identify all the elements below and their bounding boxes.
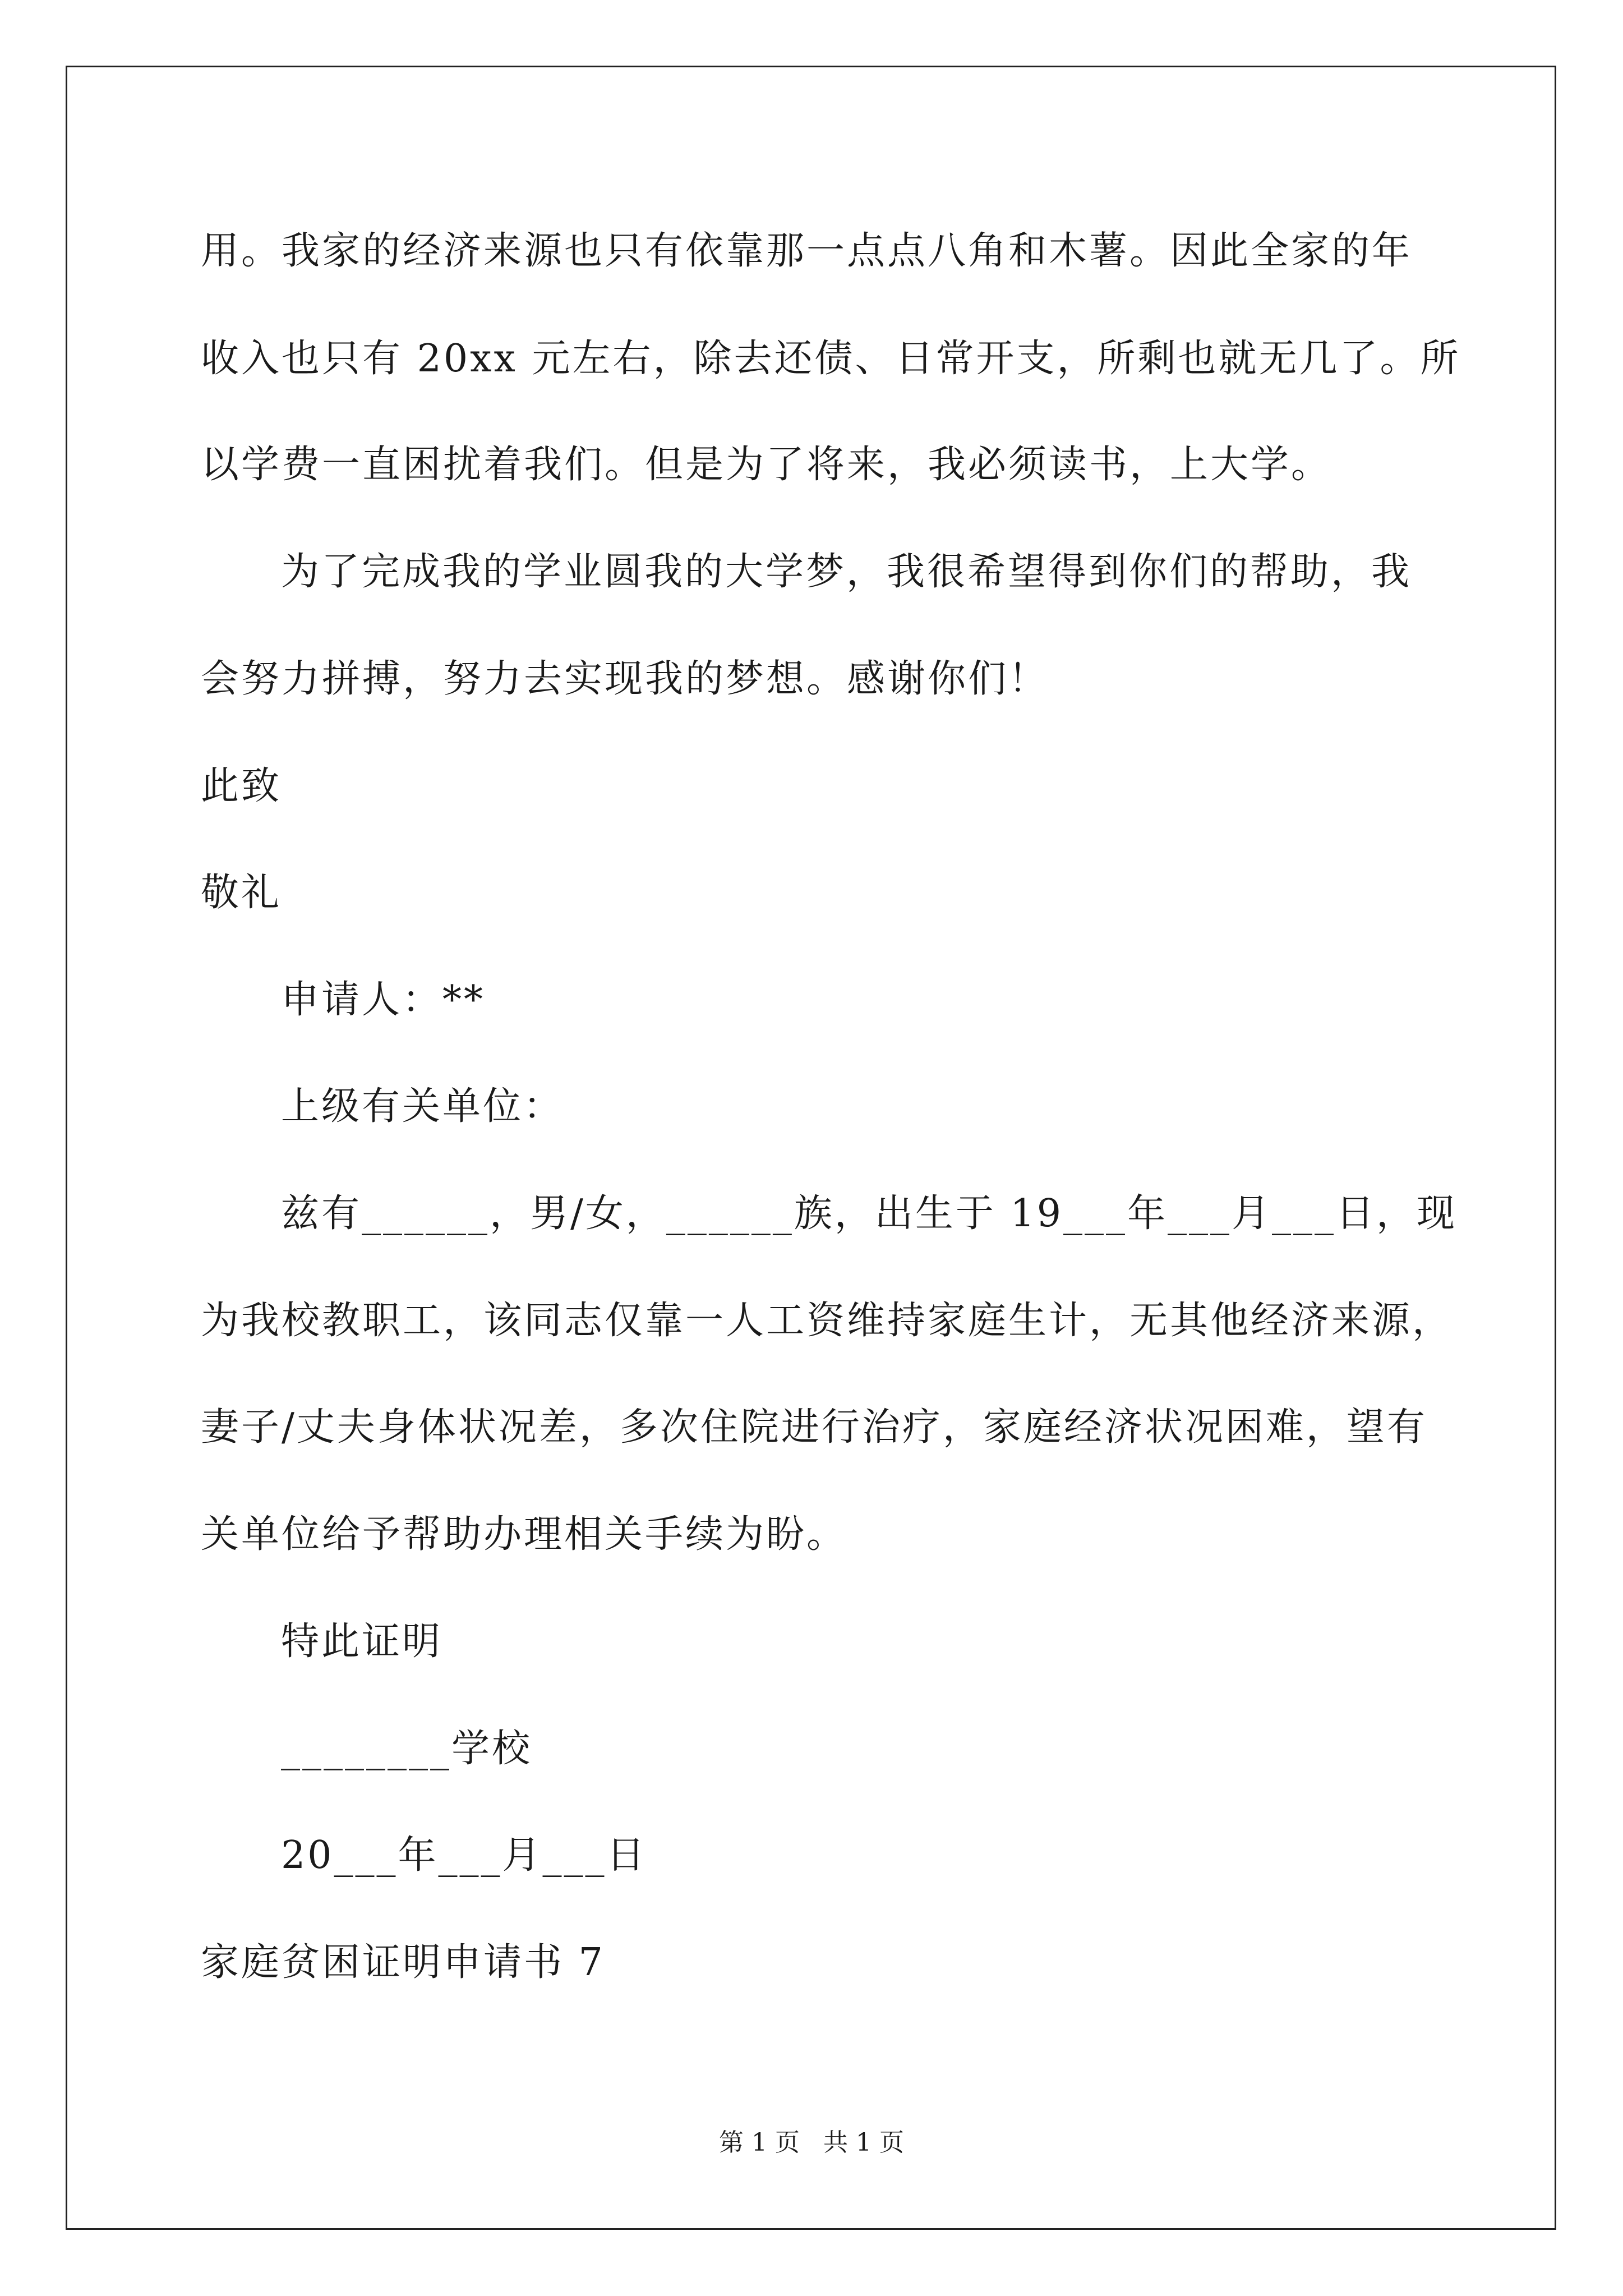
school-signature-line: ________学校: [281, 1727, 533, 1771]
certificate-line-4: 关单位给予帮助办理相关手续为盼。: [201, 1512, 847, 1557]
body-line-3: 以学费一直困扰着我们。但是为了将来，我必须读书，上大学。: [201, 443, 1332, 487]
date-line: 20___年___月___日: [281, 1833, 647, 1878]
page-border: [66, 66, 1556, 2230]
closing-regards: 敬礼: [201, 871, 282, 915]
body-line-1: 用。我家的经济来源也只有依靠那一点点八角和木薯。因此全家的年: [201, 229, 1413, 273]
certificate-line-1: 兹有______，男/女，______族，出生于 19___年___月___日，现: [281, 1191, 1458, 1236]
certificate-line-2: 为我校教职工，该同志仅靠一人工资维持家庭生计，无其他经济来源，: [201, 1299, 1453, 1343]
closing-salutation: 此致: [201, 764, 282, 808]
body-line-4: 为了完成我的学业圆我的大学梦，我很希望得到你们的帮助，我: [281, 550, 1412, 594]
certificate-line-3: 妻子/丈夫身体状况差，多次住院进行治疗，家庭经济状况困难，望有: [201, 1405, 1427, 1450]
certification-phrase: 特此证明: [281, 1619, 443, 1664]
applicant-line: 申请人：**: [281, 978, 486, 1022]
page-number-footer: 第 1 页 共 1 页: [719, 2128, 904, 2157]
section-heading: 家庭贫困证明申请书 7: [201, 1940, 605, 1985]
body-line-2: 收入也只有 20xx 元左右，除去还债、日常开支，所剩也就无几了。所: [201, 337, 1461, 381]
addressee-line: 上级有关单位：: [281, 1084, 564, 1129]
body-line-5: 会努力拼搏，努力去实现我的梦想。感谢你们！: [201, 657, 1049, 701]
